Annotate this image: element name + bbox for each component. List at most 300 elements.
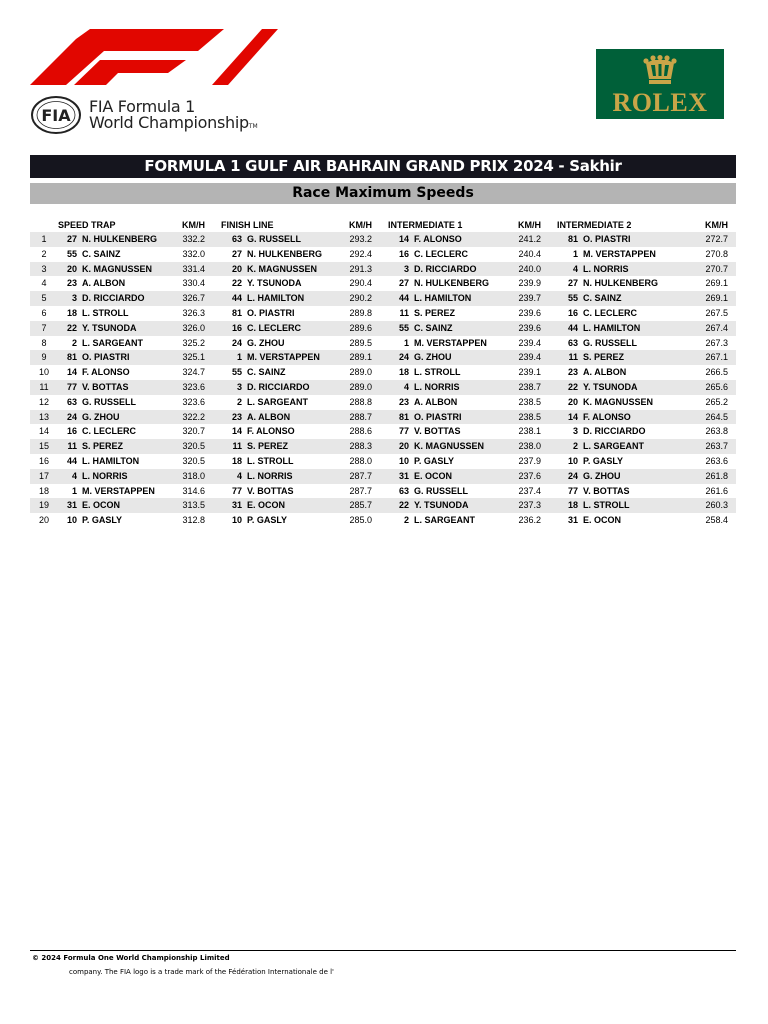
intermediate-2-driver: D. RICCIARDO <box>583 426 646 437</box>
speed-trap-driver: C. SAINZ <box>82 248 121 259</box>
intermediate-1-car-number: 31 <box>388 469 414 484</box>
page-title: FORMULA 1 GULF AIR BAHRAIN GRAND PRIX 2024 - Sakhir <box>30 155 736 178</box>
f1-logo <box>30 27 278 85</box>
table-row <box>30 291 736 306</box>
fia-subtitle-text: World Championship <box>89 113 249 132</box>
intermediate-2-driver: E. OCON <box>583 515 622 526</box>
intermediate-1-speed: 237.6 <box>518 469 549 484</box>
fia-tm: TM <box>248 123 258 130</box>
intermediate-2-speed: 270.7 <box>689 262 736 277</box>
speed-trap-car-number: 14 <box>66 367 77 378</box>
finish-line-speed: 289.1 <box>349 350 380 365</box>
intermediate-1-driver: C. SAINZ <box>414 321 518 336</box>
intermediate-2-car-number: 22 <box>557 380 583 395</box>
speed-trap-speed: 331.4 <box>182 262 213 277</box>
rolex-logo <box>596 49 724 119</box>
position-cell: 10 <box>38 367 49 378</box>
fia-emblem-icon <box>30 95 82 135</box>
finish-line-speed: 287.7 <box>349 485 373 496</box>
intermediate-1-car-number: 14 <box>388 232 414 247</box>
position-cell: 13 <box>30 410 58 425</box>
finish-line-car-number: 2 <box>237 396 243 407</box>
speed-trap-driver: G. RUSSELL <box>82 396 137 407</box>
intermediate-1-driver: L. STROLL <box>414 367 461 378</box>
intermediate-1-speed: 239.4 <box>518 337 542 348</box>
intermediate-2-car-number: 27 <box>568 278 579 289</box>
intermediate-1-header: INTERMEDIATE 1 <box>388 220 463 230</box>
intermediate-2-driver: A. ALBON <box>583 367 627 378</box>
race-max-speeds-table <box>30 218 736 528</box>
intermediate-1-car-number: 11 <box>399 307 410 318</box>
intermediate-2-speed: 270.8 <box>705 248 729 259</box>
finish-line-driver: S. PEREZ <box>247 439 349 454</box>
intermediate-2-driver: L. HAMILTON <box>583 321 689 336</box>
speed-trap-driver: Y. TSUNODA <box>82 321 182 336</box>
intermediate-2-driver: S. PEREZ <box>583 350 689 365</box>
intermediate-2-speed: 266.5 <box>705 367 729 378</box>
intermediate-2-driver: G. RUSSELL <box>583 337 638 348</box>
position-cell: 20 <box>38 515 49 526</box>
footer-divider <box>30 950 736 951</box>
finish-line-car-number: 3 <box>221 380 247 395</box>
position-cell: 17 <box>30 469 58 484</box>
intermediate-2-speed: 264.5 <box>689 410 736 425</box>
table-row <box>30 321 736 336</box>
finish-line-driver: Y. TSUNODA <box>247 278 302 289</box>
intermediate-1-car-number: 2 <box>404 515 410 526</box>
finish-line-driver: O. PIASTRI <box>247 307 295 318</box>
intermediate-2-header: INTERMEDIATE 2 <box>557 220 632 230</box>
speed-trap-speed: 330.4 <box>182 278 206 289</box>
intermediate-1-car-number: 10 <box>399 455 410 466</box>
speed-trap-car-number: 63 <box>66 396 77 407</box>
intermediate-2-car-number: 2 <box>557 439 583 454</box>
intermediate-1-car-number: 23 <box>399 396 410 407</box>
intermediate-2-car-number: 63 <box>568 337 579 348</box>
finish-line-driver: L. HAMILTON <box>247 291 349 306</box>
finish-line-speed: 285.7 <box>349 498 380 513</box>
intermediate-2-speed: 265.2 <box>705 396 729 407</box>
intermediate-1-speed: 239.1 <box>518 367 542 378</box>
intermediate-1-speed: 238.5 <box>518 396 542 407</box>
speed-trap-driver: C. LECLERC <box>82 426 136 437</box>
intermediate-2-driver: V. BOTTAS <box>583 485 630 496</box>
finish-line-speed: 288.6 <box>349 426 373 437</box>
position-cell: 8 <box>41 337 47 348</box>
speed-trap-driver: M. VERSTAPPEN <box>82 485 155 496</box>
finish-line-driver: V. BOTTAS <box>247 485 294 496</box>
speed-trap-car-number: 16 <box>66 426 77 437</box>
intermediate-1-kmh-header: KM/H <box>518 220 542 230</box>
finish-line-speed: 289.0 <box>349 380 380 395</box>
intermediate-2-speed: 269.1 <box>705 278 729 289</box>
finish-line-driver: C. SAINZ <box>247 367 286 378</box>
speed-trap-speed: 323.6 <box>182 396 206 407</box>
intermediate-2-driver: G. ZHOU <box>583 469 689 484</box>
intermediate-2-speed: 272.7 <box>689 232 736 247</box>
finish-line-car-number: 63 <box>221 232 247 247</box>
speed-trap-car-number: 1 <box>71 485 77 496</box>
intermediate-2-speed: 263.7 <box>689 439 736 454</box>
finish-line-speed: 287.7 <box>349 469 380 484</box>
intermediate-1-driver: G. ZHOU <box>414 350 518 365</box>
intermediate-2-speed: 263.6 <box>705 455 729 466</box>
intermediate-1-speed: 237.3 <box>518 498 549 513</box>
table-row <box>30 498 736 513</box>
intermediate-1-speed: 237.9 <box>518 455 542 466</box>
finish-line-car-number: 55 <box>232 367 243 378</box>
intermediate-1-car-number: 77 <box>399 426 410 437</box>
intermediate-1-driver: L. NORRIS <box>414 380 518 395</box>
intermediate-1-car-number: 3 <box>388 262 414 277</box>
finish-line-driver: A. ALBON <box>247 410 349 425</box>
finish-line-driver: M. VERSTAPPEN <box>247 350 349 365</box>
intermediate-2-driver: L. NORRIS <box>583 262 689 277</box>
speed-trap-driver: N. HULKENBERG <box>82 232 182 247</box>
speed-trap-speed: 320.7 <box>182 426 206 437</box>
speed-trap-driver: L. SARGEANT <box>82 337 144 348</box>
intermediate-1-speed: 238.7 <box>518 380 549 395</box>
speed-trap-car-number: 24 <box>58 410 82 425</box>
intermediate-1-car-number: 81 <box>388 410 414 425</box>
intermediate-2-driver: C. LECLERC <box>583 307 638 318</box>
intermediate-2-car-number: 44 <box>557 321 583 336</box>
copyright-text: © 2024 Formula One World Championship Limited <box>32 954 230 962</box>
finish-line-car-number: 31 <box>221 498 247 513</box>
table-row <box>30 365 736 380</box>
intermediate-2-speed: 261.8 <box>689 469 736 484</box>
finish-line-speed: 289.0 <box>349 367 373 378</box>
speed-trap-car-number: 4 <box>58 469 82 484</box>
finish-line-speed: 289.6 <box>349 321 380 336</box>
finish-line-car-number: 81 <box>232 307 243 318</box>
intermediate-1-driver: G. RUSSELL <box>414 485 469 496</box>
speed-trap-driver: P. GASLY <box>82 515 123 526</box>
speed-trap-driver: F. ALONSO <box>82 367 130 378</box>
finish-line-speed: 289.8 <box>349 307 373 318</box>
rolex-wordmark: ROLEX <box>612 88 708 117</box>
speed-trap-car-number: 55 <box>66 248 77 259</box>
table-row <box>30 380 736 395</box>
intermediate-1-car-number: 20 <box>388 439 414 454</box>
finish-line-driver: G. RUSSELL <box>247 232 349 247</box>
speed-trap-kmh-header: KM/H <box>182 220 206 230</box>
speed-trap-car-number: 44 <box>66 455 77 466</box>
position-cell: 16 <box>38 455 49 466</box>
finish-line-driver: E. OCON <box>247 498 349 513</box>
position-cell: 12 <box>38 396 49 407</box>
speed-trap-car-number: 20 <box>58 262 82 277</box>
intermediate-1-driver: E. OCON <box>414 469 518 484</box>
position-cell: 18 <box>38 485 49 496</box>
intermediate-2-car-number: 31 <box>568 515 579 526</box>
intermediate-2-driver: K. MAGNUSSEN <box>583 396 654 407</box>
finish-line-speed: 288.8 <box>349 396 373 407</box>
intermediate-2-speed: 261.6 <box>705 485 729 496</box>
intermediate-2-car-number: 1 <box>573 248 579 259</box>
intermediate-2-speed: 267.3 <box>705 337 729 348</box>
finish-line-car-number: 77 <box>232 485 243 496</box>
table-row <box>30 513 736 528</box>
position-cell: 9 <box>30 350 58 365</box>
position-cell: 2 <box>41 248 47 259</box>
intermediate-1-driver: L. HAMILTON <box>414 291 518 306</box>
finish-line-driver: C. LECLERC <box>247 321 349 336</box>
intermediate-2-car-number: 24 <box>557 469 583 484</box>
finish-line-driver: N. HULKENBERG <box>247 248 323 259</box>
speed-trap-speed: 314.6 <box>182 485 206 496</box>
speed-trap-speed: 322.2 <box>182 410 213 425</box>
intermediate-2-driver: P. GASLY <box>583 455 624 466</box>
finish-line-driver: L. NORRIS <box>247 469 349 484</box>
speed-trap-speed: 325.1 <box>182 350 213 365</box>
table-row <box>30 247 736 262</box>
intermediate-1-driver: K. MAGNUSSEN <box>414 439 518 454</box>
table-body <box>30 232 736 528</box>
finish-line-car-number: 14 <box>232 426 243 437</box>
position-cell: 6 <box>41 307 47 318</box>
intermediate-2-kmh-header: KM/H <box>705 220 729 230</box>
intermediate-1-speed: 241.2 <box>518 232 549 247</box>
intermediate-1-speed: 238.1 <box>518 426 542 437</box>
speed-trap-driver: E. OCON <box>82 498 182 513</box>
intermediate-1-car-number: 18 <box>399 367 410 378</box>
intermediate-1-speed: 240.4 <box>518 248 542 259</box>
position-cell: 19 <box>30 498 58 513</box>
finish-line-speed: 291.3 <box>349 262 380 277</box>
finish-line-driver: L. STROLL <box>247 455 294 466</box>
finish-line-car-number: 18 <box>232 455 243 466</box>
intermediate-1-speed: 239.4 <box>518 350 549 365</box>
intermediate-1-speed: 239.6 <box>518 321 549 336</box>
intermediate-2-driver: M. VERSTAPPEN <box>583 248 656 259</box>
fia-title: FIA Formula 1 <box>89 97 196 116</box>
finish-line-speed: 288.0 <box>349 455 373 466</box>
speed-trap-speed: 326.7 <box>182 291 213 306</box>
finish-line-speed: 292.4 <box>349 248 373 259</box>
finish-line-car-number: 10 <box>232 515 243 526</box>
finish-line-car-number: 27 <box>232 248 243 259</box>
position-cell: 11 <box>30 380 58 395</box>
intermediate-1-driver: A. ALBON <box>414 396 458 407</box>
intermediate-1-car-number: 16 <box>399 248 410 259</box>
intermediate-1-car-number: 1 <box>404 337 410 348</box>
speed-trap-speed: 320.5 <box>182 439 213 454</box>
intermediate-2-car-number: 20 <box>568 396 579 407</box>
intermediate-2-speed: 267.4 <box>689 321 736 336</box>
finish-line-car-number: 20 <box>221 262 247 277</box>
position-cell: 7 <box>30 321 58 336</box>
trademark-text: company. The FIA logo is a trade mark of the Fédération Internationale de l' <box>69 968 334 976</box>
intermediate-2-speed: 263.8 <box>705 426 729 437</box>
intermediate-1-car-number: 22 <box>388 498 414 513</box>
intermediate-2-car-number: 14 <box>557 410 583 425</box>
intermediate-1-speed: 236.2 <box>518 515 542 526</box>
finish-line-driver: P. GASLY <box>247 515 288 526</box>
crown-icon <box>642 55 678 85</box>
speed-trap-car-number: 2 <box>71 337 77 348</box>
intermediate-2-speed: 258.4 <box>705 515 729 526</box>
svg-text:FIA: FIA <box>41 106 71 125</box>
speed-trap-car-number: 23 <box>66 278 77 289</box>
intermediate-1-driver: Y. TSUNODA <box>414 498 518 513</box>
speed-trap-speed: 325.2 <box>182 337 206 348</box>
speed-trap-speed: 323.6 <box>182 380 213 395</box>
finish-line-speed: 285.0 <box>349 515 373 526</box>
intermediate-1-car-number: 4 <box>388 380 414 395</box>
intermediate-1-speed: 239.7 <box>518 291 549 306</box>
finish-line-car-number: 22 <box>232 278 243 289</box>
intermediate-2-car-number: 81 <box>557 232 583 247</box>
intermediate-1-speed: 239.6 <box>518 307 542 318</box>
intermediate-1-driver: N. HULKENBERG <box>414 278 490 289</box>
intermediate-2-driver: L. STROLL <box>583 498 689 513</box>
finish-line-driver: L. SARGEANT <box>247 396 309 407</box>
speed-trap-speed: 332.0 <box>182 248 206 259</box>
intermediate-1-driver: O. PIASTRI <box>414 410 518 425</box>
table-row <box>30 232 736 247</box>
speed-trap-driver: D. RICCIARDO <box>82 291 182 306</box>
intermediate-2-car-number: 55 <box>557 291 583 306</box>
intermediate-2-speed: 269.1 <box>689 291 736 306</box>
speed-trap-driver: K. MAGNUSSEN <box>82 262 182 277</box>
finish-line-car-number: 16 <box>221 321 247 336</box>
table-row <box>30 424 736 439</box>
speed-trap-driver: G. ZHOU <box>82 410 182 425</box>
finish-line-speed: 288.3 <box>349 439 380 454</box>
finish-line-car-number: 11 <box>221 439 247 454</box>
intermediate-2-car-number: 23 <box>568 367 579 378</box>
fia-subtitle <box>89 113 258 132</box>
speed-trap-speed: 313.5 <box>182 498 213 513</box>
intermediate-1-car-number: 24 <box>388 350 414 365</box>
speed-trap-car-number: 10 <box>66 515 77 526</box>
speed-trap-driver: V. BOTTAS <box>82 380 182 395</box>
speed-trap-car-number: 11 <box>58 439 82 454</box>
intermediate-1-driver: V. BOTTAS <box>414 426 461 437</box>
table-row <box>30 439 736 454</box>
speed-trap-car-number: 27 <box>58 232 82 247</box>
finish-line-speed: 290.2 <box>349 291 380 306</box>
intermediate-2-driver: C. SAINZ <box>583 291 689 306</box>
position-cell: 15 <box>30 439 58 454</box>
finish-line-driver: F. ALONSO <box>247 426 295 437</box>
intermediate-2-driver: Y. TSUNODA <box>583 380 689 395</box>
speed-trap-driver: L. HAMILTON <box>82 455 140 466</box>
intermediate-1-driver: C. LECLERC <box>414 248 469 259</box>
speed-trap-speed: 312.8 <box>182 515 206 526</box>
finish-line-car-number: 4 <box>221 469 247 484</box>
speed-trap-speed: 326.0 <box>182 321 213 336</box>
intermediate-1-driver: M. VERSTAPPEN <box>414 337 487 348</box>
intermediate-2-speed: 267.1 <box>689 350 736 365</box>
speed-trap-driver: L. STROLL <box>82 307 129 318</box>
intermediate-2-car-number: 11 <box>557 350 583 365</box>
table-header-row <box>30 218 736 232</box>
position-cell: 14 <box>38 426 49 437</box>
position-cell: 1 <box>30 232 58 247</box>
intermediate-1-driver: D. RICCIARDO <box>414 262 518 277</box>
intermediate-2-speed: 267.5 <box>705 307 729 318</box>
intermediate-1-speed: 238.0 <box>518 439 549 454</box>
intermediate-2-driver: F. ALONSO <box>583 410 689 425</box>
speed-trap-speed: 332.2 <box>182 232 213 247</box>
speed-trap-speed: 318.0 <box>182 469 213 484</box>
speed-trap-driver: A. ALBON <box>82 278 126 289</box>
finish-line-driver: D. RICCIARDO <box>247 380 349 395</box>
table-row <box>30 262 736 277</box>
speed-trap-driver: L. NORRIS <box>82 469 182 484</box>
position-cell: 3 <box>30 262 58 277</box>
intermediate-1-car-number: 63 <box>399 485 410 496</box>
finish-line-car-number: 44 <box>221 291 247 306</box>
page-subtitle: Race Maximum Speeds <box>30 183 736 204</box>
table-row <box>30 454 736 469</box>
intermediate-1-speed: 240.0 <box>518 262 549 277</box>
table-row <box>30 306 736 321</box>
intermediate-1-driver: S. PEREZ <box>414 307 456 318</box>
finish-line-kmh-header: KM/H <box>349 220 373 230</box>
intermediate-2-car-number: 4 <box>557 262 583 277</box>
speed-trap-car-number: 3 <box>58 291 82 306</box>
finish-line-speed: 288.7 <box>349 410 380 425</box>
finish-line-speed: 293.2 <box>349 232 380 247</box>
table-row <box>30 395 736 410</box>
intermediate-1-driver: F. ALONSO <box>414 232 518 247</box>
intermediate-1-speed: 237.4 <box>518 485 542 496</box>
intermediate-1-driver: P. GASLY <box>414 455 455 466</box>
finish-line-header: FINISH LINE <box>221 220 274 230</box>
intermediate-2-car-number: 18 <box>557 498 583 513</box>
table-row <box>30 276 736 291</box>
intermediate-2-car-number: 10 <box>568 455 579 466</box>
speed-trap-speed: 326.3 <box>182 307 206 318</box>
intermediate-2-driver: L. SARGEANT <box>583 439 689 454</box>
speed-trap-car-number: 31 <box>58 498 82 513</box>
intermediate-2-driver: O. PIASTRI <box>583 232 689 247</box>
intermediate-2-car-number: 3 <box>573 426 579 437</box>
table-row <box>30 350 736 365</box>
speed-trap-car-number: 81 <box>58 350 82 365</box>
intermediate-2-speed: 260.3 <box>689 498 736 513</box>
table-row <box>30 410 736 425</box>
finish-line-car-number: 23 <box>221 410 247 425</box>
intermediate-2-driver: N. HULKENBERG <box>583 278 659 289</box>
finish-line-car-number: 1 <box>221 350 247 365</box>
speed-trap-car-number: 22 <box>58 321 82 336</box>
speed-trap-speed: 320.5 <box>182 455 206 466</box>
table-row <box>30 336 736 351</box>
position-cell: 4 <box>41 278 47 289</box>
finish-line-speed: 290.4 <box>349 278 373 289</box>
table-row <box>30 469 736 484</box>
pos-header <box>30 218 58 232</box>
finish-line-driver: K. MAGNUSSEN <box>247 262 349 277</box>
intermediate-1-car-number: 44 <box>388 291 414 306</box>
intermediate-1-car-number: 27 <box>399 278 410 289</box>
speed-trap-car-number: 18 <box>66 307 77 318</box>
table-row <box>30 484 736 499</box>
intermediate-1-speed: 239.9 <box>518 278 542 289</box>
intermediate-2-speed: 265.6 <box>689 380 736 395</box>
speed-trap-car-number: 77 <box>58 380 82 395</box>
finish-line-driver: G. ZHOU <box>247 337 285 348</box>
speed-trap-driver: O. PIASTRI <box>82 350 182 365</box>
finish-line-speed: 289.5 <box>349 337 373 348</box>
intermediate-1-driver: L. SARGEANT <box>414 515 476 526</box>
intermediate-1-speed: 238.5 <box>518 410 549 425</box>
speed-trap-header: SPEED TRAP <box>58 220 116 230</box>
